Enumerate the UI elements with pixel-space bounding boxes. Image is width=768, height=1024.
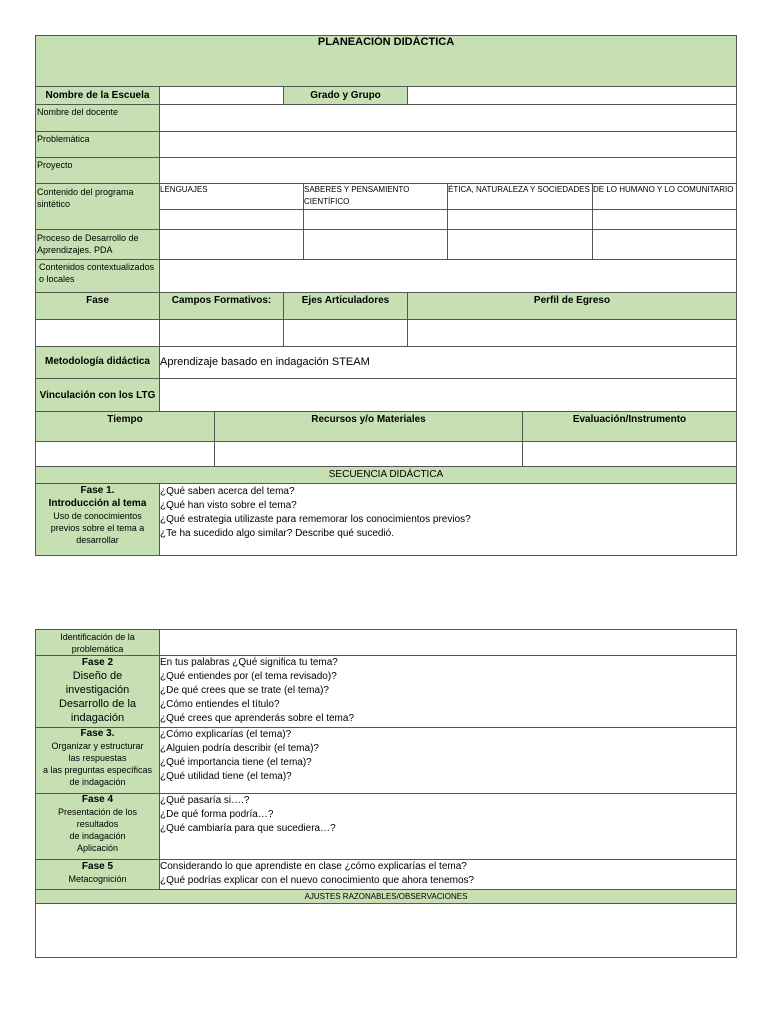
pda-input-3[interactable] bbox=[447, 229, 593, 260]
phase2-q3: ¿De qué crees que se trate (el tema)? bbox=[160, 685, 329, 696]
phase2-title: Fase 2 bbox=[81, 657, 114, 668]
method-label: Metodología didáctica bbox=[35, 346, 160, 379]
phase-header: Fase bbox=[35, 292, 160, 320]
phase1-q3: ¿Qué estrategia utilizaste para rememorar los conocimientos previos? bbox=[160, 514, 471, 525]
phase4-q1: ¿Qué pasaría si….? bbox=[160, 795, 250, 806]
adjust-title: AJUSTES RAZONABLES/OBSERVACIONES bbox=[35, 889, 737, 904]
project-field[interactable] bbox=[159, 157, 737, 184]
phase3-desc2: a las preguntas específicas de indagación bbox=[42, 765, 153, 787]
axes-header: Ejes Articuladores bbox=[283, 292, 408, 320]
phase5-q2: ¿Qué podrías explicar con el nuevo conocimiento que ahora tenemos? bbox=[160, 875, 475, 886]
phase4-label bbox=[35, 793, 160, 860]
fields-input[interactable] bbox=[159, 319, 284, 347]
phase1-title: Fase 1. bbox=[80, 485, 115, 496]
fields-header: Campos Formativos: bbox=[159, 292, 284, 320]
phase1-subtitle: Introducción al tema bbox=[48, 498, 147, 509]
ident-field[interactable] bbox=[159, 629, 737, 656]
phase3-q1: ¿Cómo explicarías (el tema)? bbox=[160, 729, 292, 740]
phase5-label bbox=[35, 859, 160, 890]
phase2-questions bbox=[159, 655, 737, 728]
phase2-q2: ¿Qué entiendes por (el tema revisado)? bbox=[160, 671, 337, 682]
pda-input-1[interactable] bbox=[159, 229, 304, 260]
phase1-label bbox=[35, 483, 160, 556]
field-lenguajes-label: LENGUAJES bbox=[160, 185, 208, 194]
method-value: Aprendizaje basado en indagación STEAM bbox=[160, 356, 370, 368]
evaluation-input[interactable] bbox=[522, 441, 737, 467]
phase4-title: Fase 4 bbox=[81, 794, 114, 805]
resources-input[interactable] bbox=[214, 441, 523, 467]
time-input[interactable] bbox=[35, 441, 215, 467]
phase1-q4: ¿Te ha sucedido algo similar? Describe qué sucedió. bbox=[160, 528, 395, 539]
phase1-q1: ¿Qué saben acerca del tema? bbox=[160, 486, 295, 497]
axes-input[interactable] bbox=[283, 319, 408, 347]
phase3-label bbox=[35, 727, 160, 794]
phase5-desc: Metacognición bbox=[68, 874, 127, 884]
content-input-2[interactable] bbox=[303, 209, 448, 230]
phase-input[interactable] bbox=[35, 319, 160, 347]
phase1-questions bbox=[159, 483, 737, 556]
problem-field[interactable] bbox=[159, 131, 737, 158]
content-input-1[interactable] bbox=[159, 209, 304, 230]
field-humano-label: DE LO HUMANO Y LO COMUNITARIO bbox=[593, 185, 734, 194]
teacher-label: Nombre del docente bbox=[35, 104, 160, 132]
problem-label: Problemática bbox=[35, 131, 160, 158]
ltg-label: Vinculación con los LTG bbox=[35, 378, 160, 412]
phase3-q2: ¿Alguien podría describir (el tema)? bbox=[160, 743, 319, 754]
method-field[interactable] bbox=[159, 346, 737, 379]
phase3-questions bbox=[159, 727, 737, 794]
phase1-q2: ¿Qué han visto sobre el tema? bbox=[160, 500, 297, 511]
pda-label: Proceso de Desarrollo de Aprendizajes. PDA bbox=[35, 229, 160, 260]
phase4-desc3: Aplicación bbox=[76, 843, 119, 853]
phase5-questions bbox=[159, 859, 737, 890]
field-lenguajes bbox=[159, 183, 304, 210]
school-field[interactable] bbox=[159, 86, 284, 105]
grade-label: Grado y Grupo bbox=[283, 86, 408, 105]
ltg-field[interactable] bbox=[159, 378, 737, 412]
phase4-questions bbox=[159, 793, 737, 860]
content-label: Contenido del programa sintético bbox=[35, 183, 160, 230]
ident-label: Identificación de la problemática bbox=[35, 629, 160, 656]
school-label: Nombre de la Escuela bbox=[35, 86, 160, 105]
field-humano bbox=[592, 183, 737, 210]
phase3-q4: ¿Qué utilidad tiene (el tema)? bbox=[160, 771, 292, 782]
phase2-subtitle: Diseño de investigación Desarrollo de la indagación bbox=[58, 670, 137, 724]
profile-input[interactable] bbox=[407, 319, 737, 347]
profile-header: Perfil de Egreso bbox=[407, 292, 737, 320]
phase2-q5: ¿Qué crees que aprenderás sobre el tema? bbox=[160, 713, 354, 724]
pda-input-2[interactable] bbox=[303, 229, 448, 260]
content-input-4[interactable] bbox=[592, 209, 737, 230]
field-etica-label: ÉTICA, NATURALEZA Y SOCIEDADES bbox=[448, 185, 590, 194]
teacher-field[interactable] bbox=[159, 104, 737, 132]
page-title: PLANEACIÓN DIDÁCTICA bbox=[317, 36, 455, 48]
content-input-3[interactable] bbox=[447, 209, 593, 230]
phase5-q1: Considerando lo que aprendiste en clase ¿cómo explicarías el tema? bbox=[160, 861, 467, 872]
local-label: Contenidos contextualizados o locales bbox=[35, 259, 160, 293]
phase5-title: Fase 5 bbox=[81, 861, 114, 872]
sequence-title: SECUENCIA DIDÁCTICA bbox=[35, 466, 737, 484]
pda-input-4[interactable] bbox=[592, 229, 737, 260]
grade-field[interactable] bbox=[407, 86, 737, 105]
phase2-label bbox=[35, 655, 160, 728]
phase4-q2: ¿De qué forma podría…? bbox=[160, 809, 274, 820]
project-label: Proyecto bbox=[35, 157, 160, 184]
time-header: Tiempo bbox=[35, 411, 215, 442]
phase2-q1: En tus palabras ¿Qué significa tu tema? bbox=[160, 657, 338, 668]
phase3-q3: ¿Qué importancia tiene (el tema)? bbox=[160, 757, 312, 768]
local-field[interactable] bbox=[159, 259, 737, 293]
field-etica bbox=[447, 183, 593, 210]
resources-header: Recursos y/o Materiales bbox=[214, 411, 523, 442]
phase4-desc2: de indagación bbox=[69, 831, 126, 841]
evaluation-header: Evaluación/Instrumento bbox=[522, 411, 737, 442]
phase2-q4: ¿Cómo entiendes el título? bbox=[160, 699, 280, 710]
phase4-q3: ¿Qué cambiaría para que sucediera…? bbox=[160, 823, 336, 834]
title-band bbox=[35, 35, 737, 87]
phase4-desc1: Presentación de los resultados bbox=[57, 807, 138, 829]
field-saberes-label: SABERES Y PENSAMIENTO CIENTÍFICO bbox=[304, 185, 410, 206]
phase3-desc1: Organizar y estructurar las respuestas bbox=[51, 741, 144, 763]
phase3-title: Fase 3. bbox=[80, 728, 115, 739]
phase1-desc: Uso de conocimientos previos sobre el tema a desarrollar bbox=[50, 511, 145, 545]
adjust-field[interactable] bbox=[35, 903, 737, 958]
field-saberes bbox=[303, 183, 448, 210]
